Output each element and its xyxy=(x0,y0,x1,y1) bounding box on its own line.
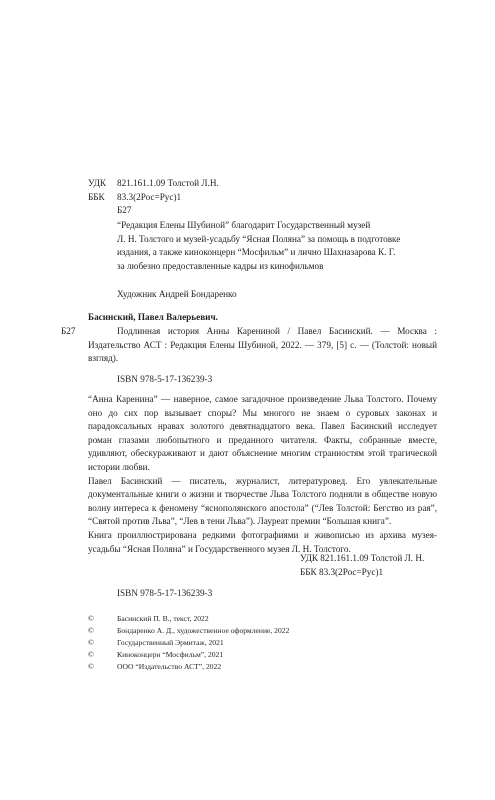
catalog-isbn: ISBN 978-5-17-136239-3 xyxy=(117,374,213,384)
classification-codes xyxy=(300,552,450,579)
copyright-text: Киноконцерн “Мосфильм”, 2021 xyxy=(117,649,224,659)
copyright-item xyxy=(88,613,418,625)
copyright-item xyxy=(88,661,418,673)
artist-credit: Художник Андрей Бондаренко xyxy=(117,289,237,299)
acknowledgement-line: за любезно предоставленные кадры из кинофильмов xyxy=(117,260,324,271)
code-row xyxy=(88,204,388,218)
udk-row xyxy=(88,177,388,191)
annotation-paragraph: Книга проиллюстрирована редкими фотографиями и живописью из архива музея-усадьбы “Ясная Поляна” и Государственного музея Л. Н. Толстого. xyxy=(88,529,437,554)
bbk-row xyxy=(88,191,388,205)
acknowledgement-line: “Редакция Елены Шубиной” благодарит Государственный музей xyxy=(117,220,371,230)
udk-label: УДК xyxy=(88,178,106,188)
copyright-icon: © xyxy=(88,661,94,671)
copyright-icon: © xyxy=(88,625,94,635)
copyright-text: Басинский П. В., текст, 2022 xyxy=(117,614,209,623)
copyright-item xyxy=(88,637,418,649)
catalog-description: Подлинная история Анны Карениной / Павел Басинский. — Москва : Издательство АСТ : Редакция Елены Шубиной, 2022. — 379, [5] с. — (Толстой: новый взгляд). xyxy=(88,326,437,364)
copyright-icon: © xyxy=(88,614,94,623)
catalog-author: Басинский, Павел Валерьевич. xyxy=(88,312,218,322)
isbn: ISBN 978-5-17-136239-3 xyxy=(117,588,213,598)
copyright-icon: © xyxy=(88,637,94,647)
annotation xyxy=(88,393,437,556)
author-code: Б27 xyxy=(117,205,132,216)
copyright-item xyxy=(88,649,418,661)
annotation-paragraph: Павел Басинский — писатель, журналист, литературовед. Его увлекательные документальные книги о жизни и творчестве Льва Толстого подняли в обществе новую волну интереса к феномену “яснополянского апостола” (“Лев Толстой: Бегство из рая”, “Святой против Льва”, “Лев в тени Льва”). Лауреат премии “Большая книга”. xyxy=(88,475,437,527)
acknowledgement-line: издания, а также киноконцерн “Мосфильм” и лично Шахназарова К. Г. xyxy=(117,247,396,258)
copyright-text: Государственный Эрмитаж, 2021 xyxy=(117,637,224,647)
copyright-list xyxy=(88,613,418,673)
udk-code: УДК 821.161.1.09 Толстой Л. Н. xyxy=(300,553,425,563)
copyright-text: Бондаренко А. Д., художественное оформление, 2022 xyxy=(117,625,290,635)
bbk-value: 83.3(2Рос=Рус)1 xyxy=(117,191,182,202)
acknowledgements xyxy=(117,219,437,273)
annotation-paragraph: “Анна Каренина” — наверное, самое загадочное произведение Льва Толстого. Почему оно до сих пор вызывает споры? Мы многого не знаем о суровых законах и парадоксальных нравах золотого девятнадцатого века. Павел Басинский исследует роман глазами любопытного и преданного читателя. Факты, собранные вместе, удивляют, обескураживают и дают объяснение многим странностям этой трагической истории любви. xyxy=(88,394,437,472)
acknowledgement-line: Л. Н. Толстого и музей-усадьбу “Ясная Поляна” за помощь в подготовке xyxy=(117,233,401,244)
bbk-label: ББК xyxy=(88,191,105,202)
catalog-margin-code: Б27 xyxy=(61,326,76,336)
copyright-text: ООО “Издательство АСТ”, 2022 xyxy=(117,661,222,671)
udk-value: 821.161.1.09 Толстой Л.Н. xyxy=(117,178,219,188)
udk-block xyxy=(88,177,388,218)
bbk-code: ББК 83.3(2Рос=Рус)1 xyxy=(300,566,384,577)
copyright-item xyxy=(88,625,418,637)
copyright-icon: © xyxy=(88,649,94,659)
